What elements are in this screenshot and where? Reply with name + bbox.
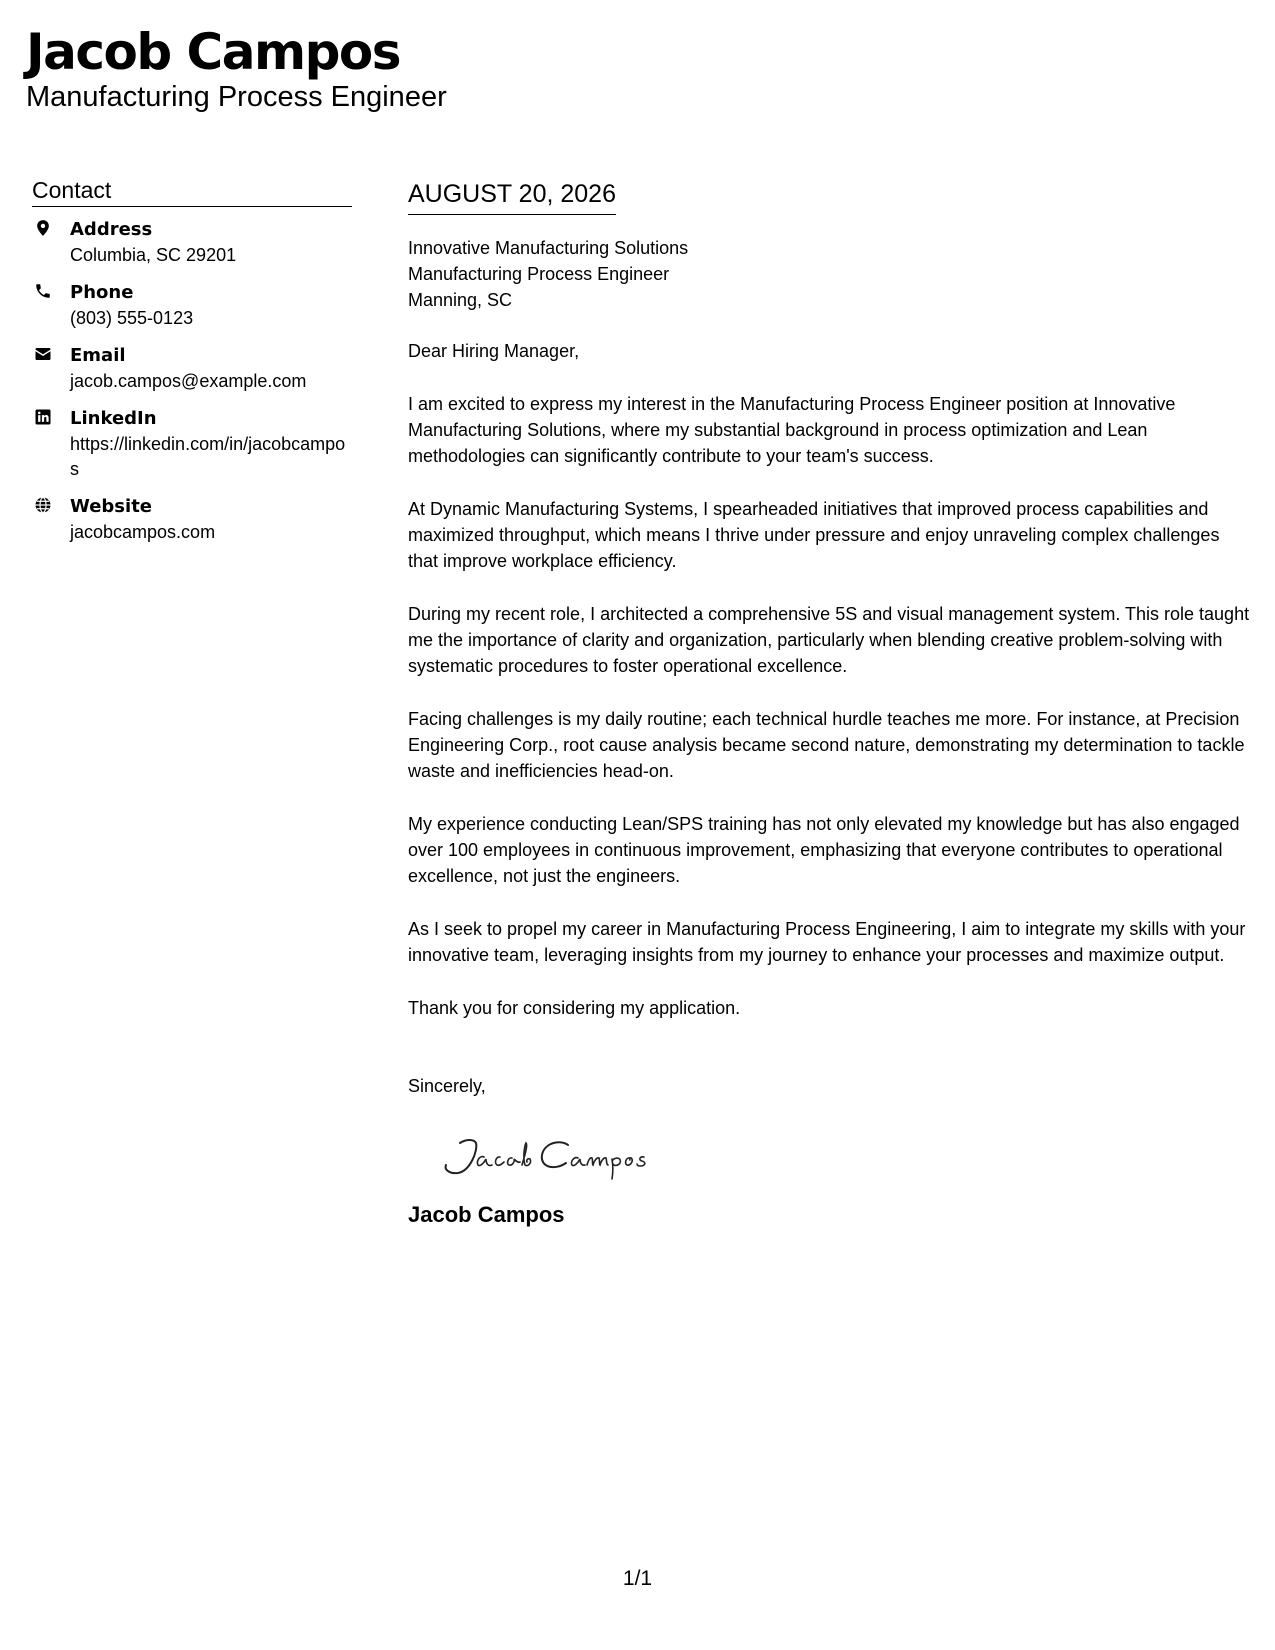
contact-value-address: Columbia, SC 29201 [70,245,237,265]
envelope-icon [34,345,52,363]
contact-item-email [32,343,352,394]
phone-icon [34,282,52,300]
letter-date: AUGUST 20, 2026 [408,178,616,215]
contact-label-linkedin: LinkedIn [70,408,157,429]
applicant-name: Jacob Campos [26,23,400,81]
linkedin-icon [34,408,52,426]
contact-label-email: Email [70,345,126,366]
contact-value-phone: (803) 555-0123 [70,308,194,328]
globe-icon [34,496,52,514]
contact-sidebar [32,175,352,557]
letter-paragraph: Facing challenges is my daily routine; each technical hurdle teaches me more. For instance, at Precision Engineering Corp., root cause analysis became second nature, demonstrating my determination to tackle waste and inefficiencies head-on. [408,709,1245,781]
letter-paragraph: My experience conducting Lean/SPS training has not only elevated my knowledge but has also engaged over 100 employees in continuous improvement, emphasizing that everyone contributes to operational excellence, not just the engineers. [408,814,1240,886]
contact-item-website [32,494,352,545]
letter-body [408,178,1254,1229]
contact-value-linkedin[interactable]: https://linkedin.com/in/jacobcampos [70,434,346,479]
letter-paragraph: As I seek to propel my career in Manufacturing Process Engineering, I aim to integrate my skills with your innovative team, leveraging insights from my journey to enhance your processes and maximize output. [408,919,1246,965]
contact-item-phone [32,280,352,331]
contact-label-address: Address [70,219,153,240]
letter-paragraph: During my recent role, I architected a comprehensive 5S and visual management system. This role taught me the importance of clarity and organization, particularly when blending creative problem-solving with systematic procedures to foster operational excellence. [408,604,1250,676]
contact-list [32,217,352,545]
letter-paragraph: Thank you for considering my application. [408,998,741,1018]
handwritten-signature [430,1125,1254,1183]
contact-item-address [32,217,352,268]
contact-value-email[interactable]: jacob.campos@example.com [70,371,307,391]
letter-paragraph: At Dynamic Manufacturing Systems, I spearheaded initiatives that improved process capabilities and maximized throughput, which means I thrive under pressure and enjoy unraveling complex challenges that improve workplace efficiency. [408,499,1220,571]
signer-name: Jacob Campos [408,1202,565,1227]
map-pin-icon [34,219,52,237]
header [26,22,447,114]
page-number: 1/1 [622,1567,653,1590]
recipient-position: Manufacturing Process Engineer [408,264,670,284]
applicant-title: Manufacturing Process Engineer [26,81,447,113]
contact-section-title: Contact [32,175,352,207]
closing: Sincerely, [408,1076,486,1096]
recipient-block [408,235,1254,313]
letter-paragraph: I am excited to express my interest in the Manufacturing Process Engineer position at Innovative Manufacturing Solutions, where my substantial background in process optimization and Lean methodologies can significantly contribute to your team's success. [408,394,1176,466]
salutation: Dear Hiring Manager, [408,341,580,361]
contact-label-website: Website [70,496,153,517]
contact-item-linkedin [32,406,352,482]
recipient-location: Manning, SC [408,290,513,310]
contact-label-phone: Phone [70,282,134,303]
contact-value-website[interactable]: jacobcampos.com [70,522,216,542]
recipient-company: Innovative Manufacturing Solutions [408,238,689,258]
